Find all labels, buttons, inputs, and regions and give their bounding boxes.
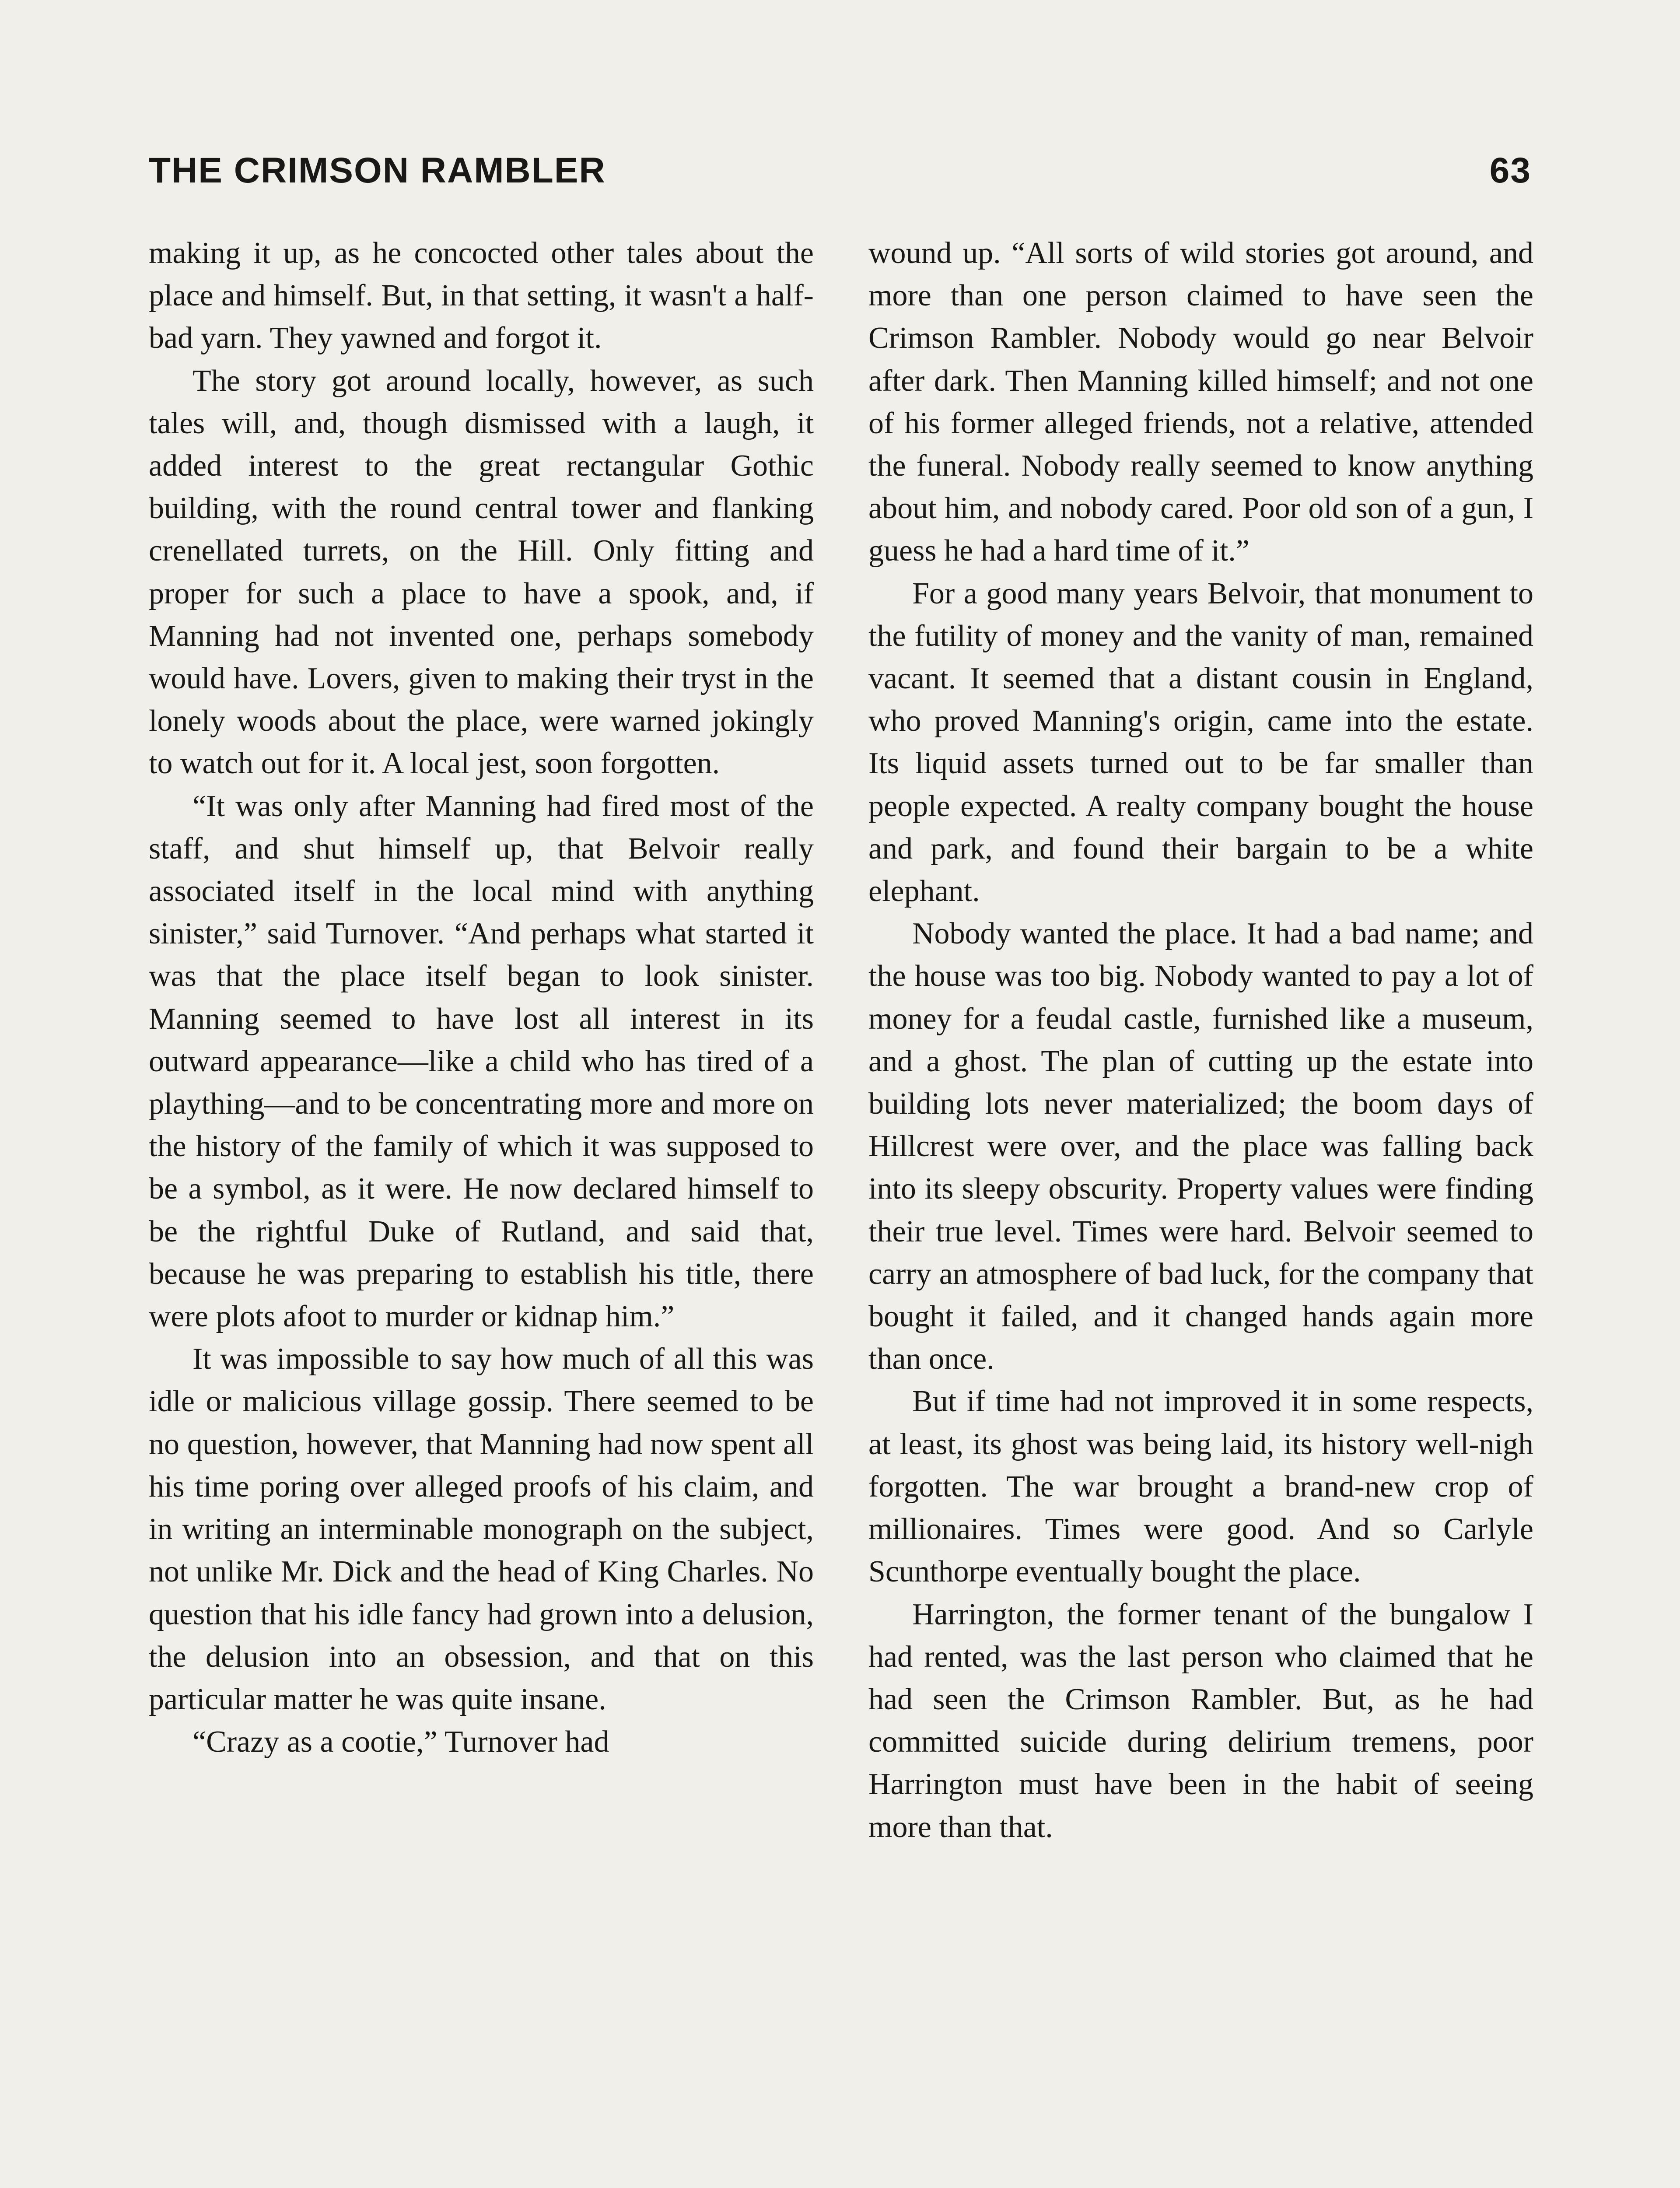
- paragraph: For a good many years Belvoir, that monument to the futility of money and the vanity of man, remained vacant. It seemed that a distant cousin in England, who proved Manning's origin, came into the estate. Its liquid assets turned out to be far smaller than people expected. A realty company bought the house and park, and found their bargain to be a white elephant.: [868, 576, 1533, 908]
- running-head-title: THE CRIMSON RAMBLER: [149, 151, 606, 190]
- page-number: 63: [1489, 151, 1531, 190]
- paragraph: The story got around locally, however, as such tales will, and, though dismissed with a laugh, it added interest to the great rectangular Gothic building, with the round central tower and flanking crenellated turrets, on the Hill. Only fitting and proper for such a place to have a spook, and, if Manning had not invented one, perhaps somebody would have. Lovers, given to making their tryst in the lonely woods about the place, were warned jokingly to watch out for it. A local jest, soon forgotten.: [149, 364, 814, 781]
- paragraph: It was impossible to say how much of all this was idle or malicious village gossip. There seemed to be no question, however, that Manning had now spent all his time poring over alleged proofs of his claim, and in writing an interminable monograph on the subject, not unlike Mr. Dick and the head of King Charles. No question that his idle fancy had grown into a delusion, the delusion into an obsession, and that on this particular matter he was quite insane.: [149, 1342, 814, 1716]
- left-column: [149, 232, 814, 1763]
- paragraph: “It was only after Manning had fired most of the staff, and shut himself up, that Belvoir really associated itself in the local mind with anything sinister,” said Turnover. “And perhaps what started it was that the place itself began to look sinister. Manning seemed to have lost all interest in its outward appearance—like a child who has tired of a plaything—and to be concentrating more and more on the history of the family of which it was supposed to be a symbol, as it were. He now declared himself to be the rightful Duke of Rutland, and said that, because he was preparing to establish his title, there were plots afoot to murder or kidnap him.”: [149, 789, 814, 1334]
- right-column: [868, 232, 1533, 1848]
- paragraph: Harrington, the former tenant of the bungalow I had rented, was the last person who claimed that he had seen the Crimson Rambler. But, as he had committed suicide during delirium tremens, poor Harrington must have been in the habit of seeing more than that.: [868, 1597, 1533, 1844]
- paragraph: Nobody wanted the place. It had a bad name; and the house was too big. Nobody wanted to pay a lot of money for a feudal castle, furnished like a museum, and a ghost. The plan of cutting up the estate into building lots never materialized; the boom days of Hillcrest were over, and the place was falling back into its sleepy obscurity. Property values were finding their true level. Times were hard. Belvoir seemed to carry an atmosphere of bad luck, for the company that bought it failed, and it changed hands again more than once.: [868, 917, 1533, 1376]
- paragraph: making it up, as he concocted other tales about the place and himself. But, in that setting, it wasn't a half-bad yarn. They yawned and forgot it.: [149, 236, 814, 355]
- paragraph: wound up. “All sorts of wild stories got around, and more than one person claimed to have seen the Crimson Rambler. Nobody would go near Belvoir after dark. Then Manning killed himself; and not one of his former alleged friends, not a relative, attended the funeral. Nobody really seemed to know anything about him, and nobody cared. Poor old son of a gun, I guess he had a hard time of it.”: [868, 236, 1533, 568]
- paragraph: “Crazy as a cootie,” Turnover had: [192, 1725, 609, 1759]
- running-head: [149, 144, 1531, 197]
- paragraph: But if time had not improved it in some respects, at least, its ghost was being laid, its history well-nigh forgotten. The war brought a brand-new crop of millionaires. Times were good. And so Carlyle Scunthorpe eventually bought the place.: [868, 1385, 1533, 1589]
